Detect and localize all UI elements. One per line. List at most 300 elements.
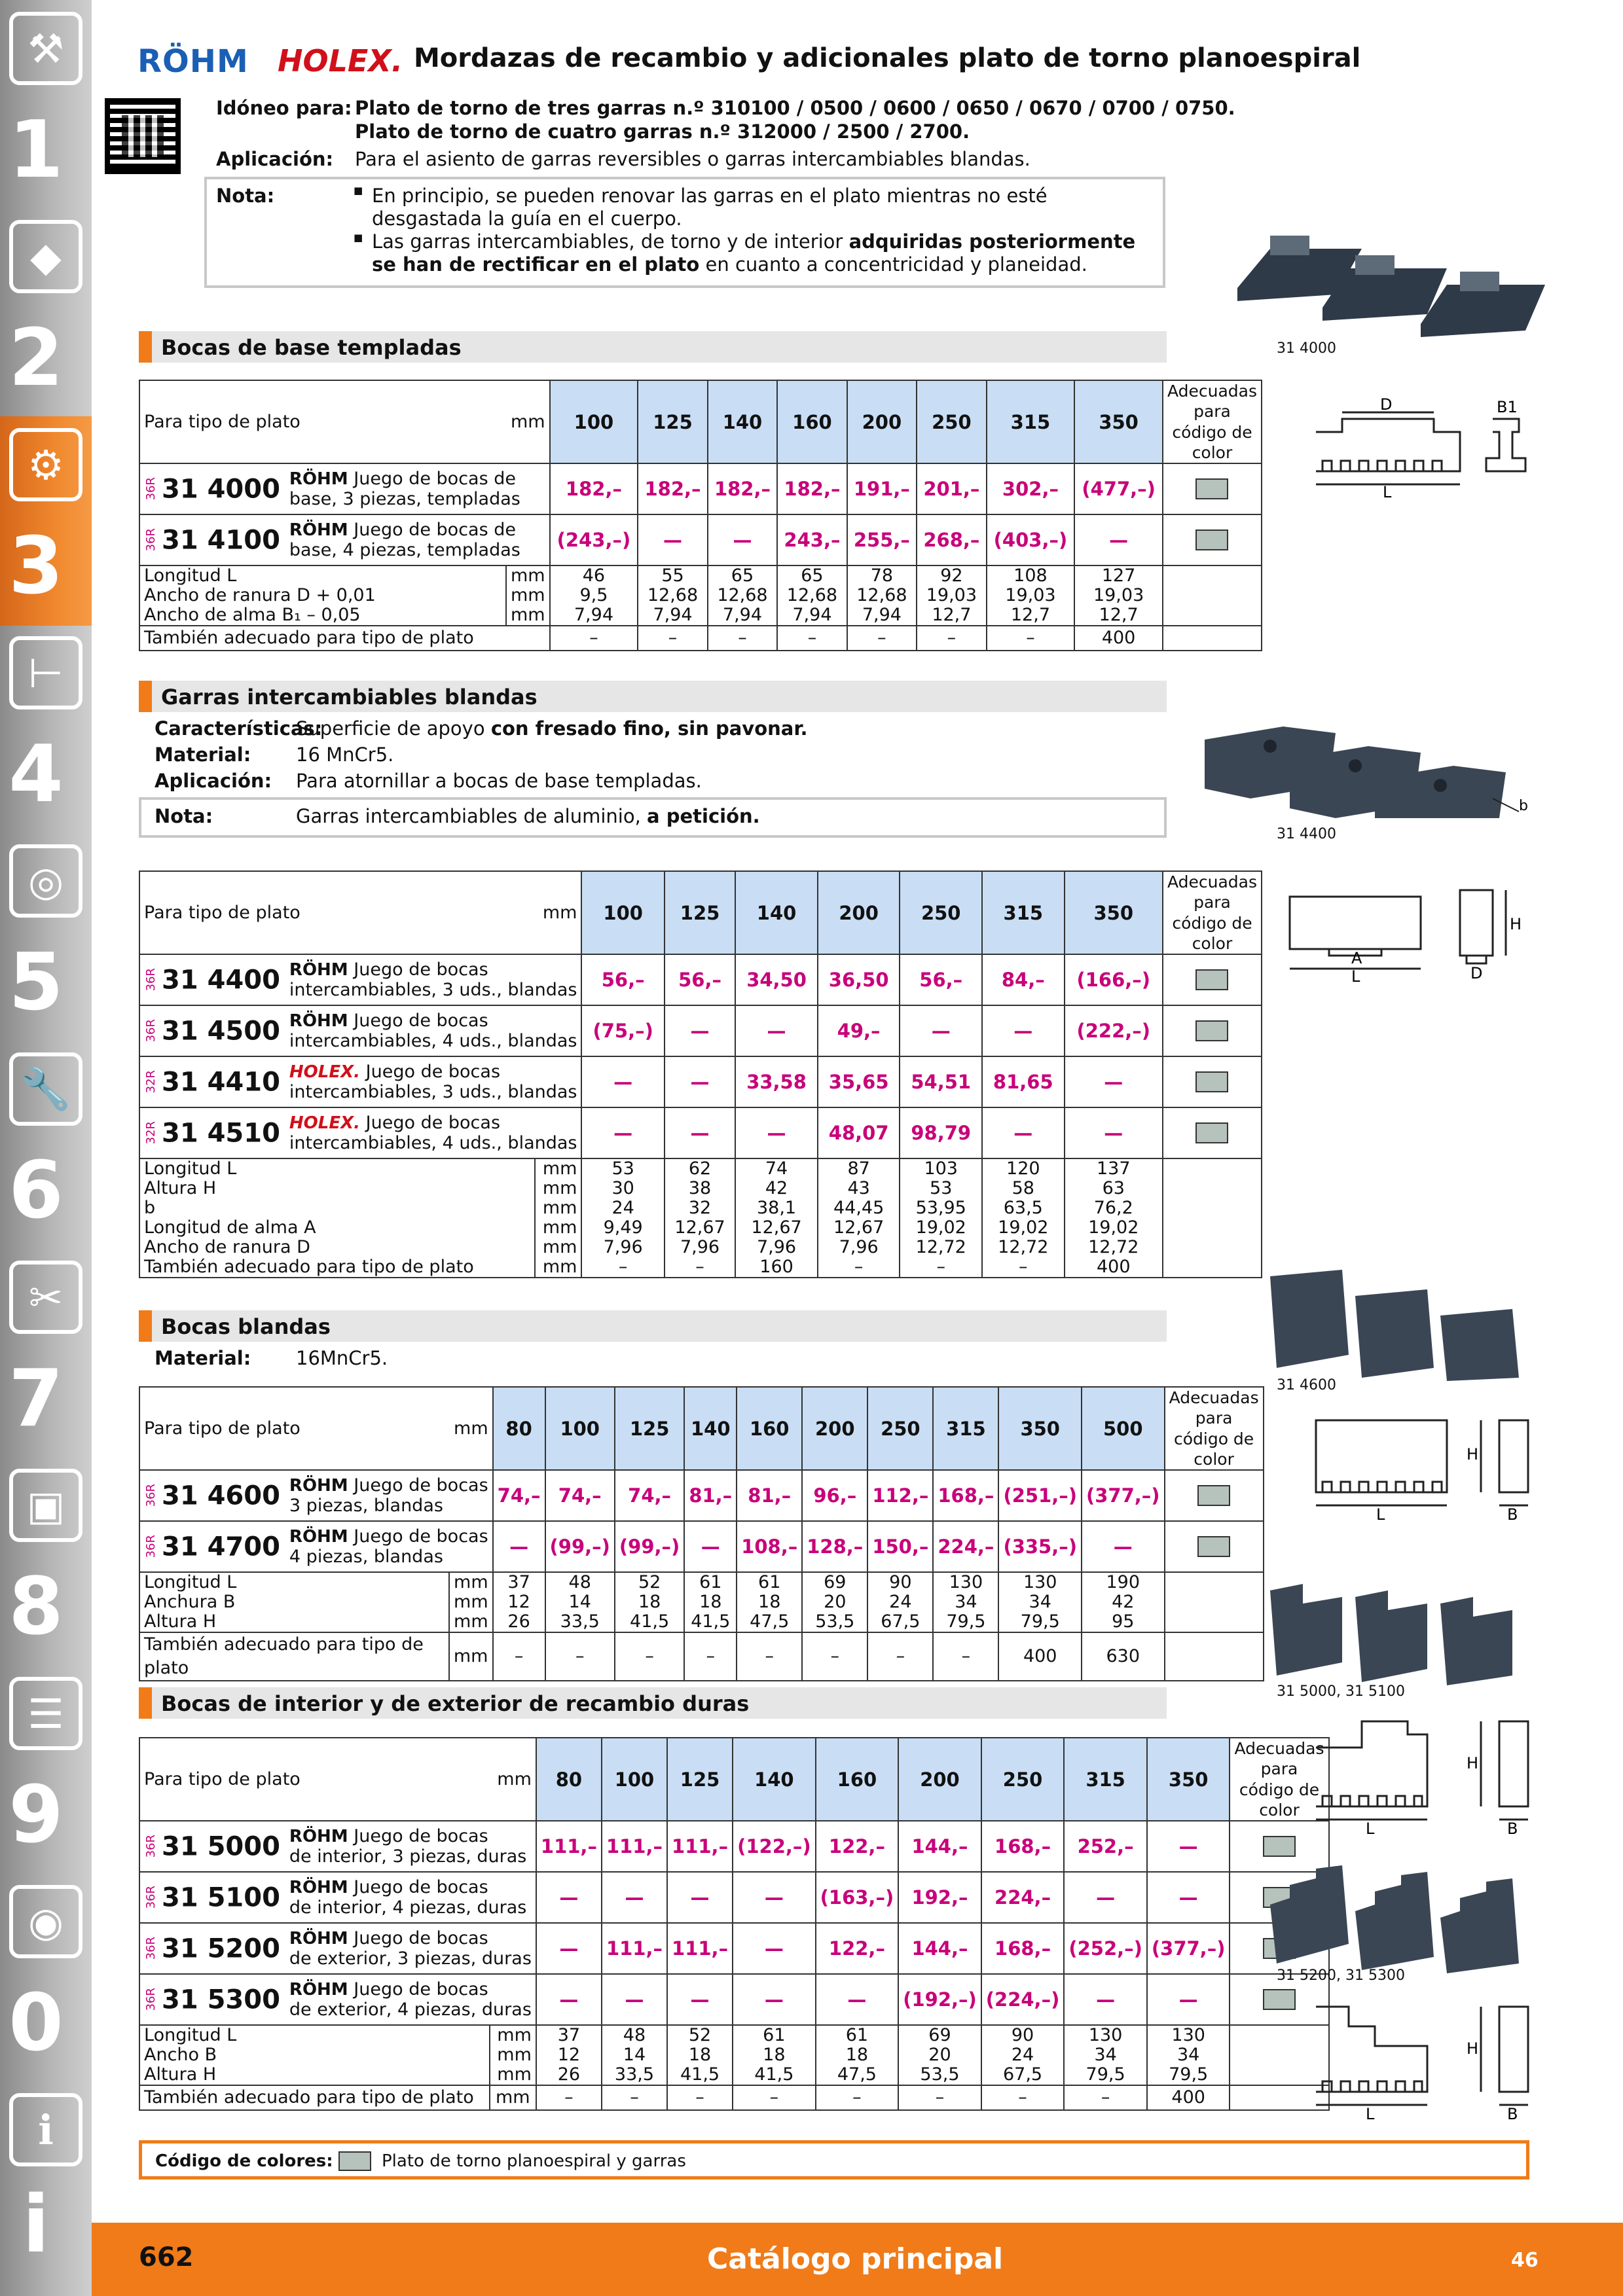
spec-row: Altura H mm 26 33,5 41,5 41,5 47,5 53,5 67,5 79,5 79,5 bbox=[139, 2065, 1329, 2085]
size-header: 100 bbox=[602, 1738, 667, 1821]
price-cell[interactable]: — bbox=[1082, 1521, 1165, 1572]
size-header: 315 bbox=[987, 380, 1075, 463]
price-cell[interactable]: 84,– bbox=[982, 954, 1065, 1005]
price-cell[interactable]: — bbox=[735, 1107, 818, 1158]
dimension-label: H bbox=[1467, 1445, 1479, 1463]
sidebar-section-number: 3 bbox=[9, 521, 64, 612]
sidebar-section-4[interactable] bbox=[0, 624, 92, 834]
price-cell[interactable]: — bbox=[1147, 1974, 1230, 2025]
soft-jaw-drawing bbox=[1283, 884, 1545, 982]
application-text: Para el asiento de garras reversibles o garras intercambiables blandas. bbox=[355, 148, 1030, 170]
price-cell[interactable]: 252,– bbox=[1064, 1821, 1147, 1872]
col-header-mm: mm bbox=[490, 1738, 536, 1821]
size-header: 140 bbox=[735, 871, 818, 954]
dimension-label: L bbox=[1376, 1505, 1385, 1524]
also-suitable-row: También adecuado para tipo de plato mm – – – – – – – – 400 630 bbox=[139, 1632, 1264, 1681]
price-cell[interactable]: 74,– bbox=[615, 1470, 684, 1521]
price-cell[interactable]: 191,– bbox=[847, 463, 917, 514]
price-cell[interactable]: (224,–) bbox=[981, 1974, 1065, 2025]
footer-bar bbox=[92, 2223, 1623, 2296]
color-swatch bbox=[1163, 954, 1262, 1005]
dimension-label: B1 bbox=[1497, 398, 1518, 416]
color-code-header: Adecuadas para código de color bbox=[1163, 871, 1262, 954]
price-cell[interactable]: 108,– bbox=[737, 1521, 802, 1572]
price-cell[interactable]: — bbox=[733, 1974, 816, 2025]
price-cell[interactable]: 182,– bbox=[777, 463, 847, 514]
article-cell: 36R 31 4100 RÖHM Juego de bocas de base, 4 piezas, templadas bbox=[139, 514, 550, 565]
size-header: 200 bbox=[818, 871, 900, 954]
sidebar-section-number: 8 bbox=[9, 1562, 64, 1653]
note-label: Nota: bbox=[155, 805, 213, 827]
color-code-header: Adecuadas para código de color bbox=[1163, 380, 1262, 463]
cutting-disc-icon[interactable]: ◎ bbox=[9, 844, 82, 918]
application-label: Aplicación: bbox=[155, 770, 272, 792]
spec-row: Ancho de alma B₁ – 0,05 mm 7,94 7,94 7,94 7,94 7,94 12,7 12,7 12,7 bbox=[139, 605, 1262, 626]
wrench-icon[interactable]: 🔧 bbox=[9, 1052, 82, 1126]
color-swatch bbox=[1163, 463, 1262, 514]
legend-text: Plato de torno planoespiral y garras bbox=[382, 2151, 686, 2171]
price-cell[interactable]: — bbox=[602, 1872, 667, 1923]
price-cell[interactable]: — bbox=[667, 1974, 733, 2025]
cabinet-icon[interactable]: ☰ bbox=[9, 1677, 82, 1750]
article-number: 31 5300 bbox=[162, 1984, 280, 2015]
article-cell: 32R 31 4410 HOLEX. Juego de bocas intercambiables, 3 uds., blandas bbox=[139, 1056, 581, 1107]
price-cell[interactable]: — bbox=[1147, 1872, 1230, 1923]
size-header: 350 bbox=[1147, 1738, 1230, 1821]
qr-code-icon[interactable] bbox=[105, 98, 181, 174]
inner-jaw-drawing bbox=[1303, 1708, 1565, 1839]
sidebar-section-i[interactable] bbox=[0, 2081, 92, 2291]
article-number: 31 5000 bbox=[162, 1831, 280, 1861]
price-cell[interactable]: 243,– bbox=[777, 514, 847, 565]
price-cell[interactable]: 268,– bbox=[917, 514, 986, 565]
color-swatch bbox=[1163, 1107, 1262, 1158]
color-code-legend bbox=[139, 2140, 1529, 2179]
price-cell[interactable]: — bbox=[733, 1923, 816, 1974]
price-cell[interactable]: — bbox=[1074, 514, 1163, 565]
price-cell[interactable]: 74,– bbox=[493, 1470, 545, 1521]
spec-row: Ancho de ranura D mm 7,96 7,96 7,96 7,96 12,72 12,72 12,72 bbox=[139, 1238, 1262, 1257]
size-header: 315 bbox=[933, 1387, 998, 1470]
sidebar-section-6[interactable] bbox=[0, 1041, 92, 1250]
price-cell[interactable]: 122,– bbox=[816, 1821, 899, 1872]
outer-jaws-photo bbox=[1264, 1865, 1552, 1977]
table-row[interactable] bbox=[139, 1821, 1329, 1872]
section-header-soft-jaws: Garras intercambiables blandas bbox=[139, 681, 1167, 712]
price-cell[interactable]: (163,–) bbox=[816, 1872, 899, 1923]
table-row[interactable] bbox=[139, 463, 1262, 514]
table-row[interactable] bbox=[139, 1470, 1264, 1521]
size-header: 250 bbox=[867, 1387, 933, 1470]
price-cell[interactable]: (477,–) bbox=[1074, 463, 1163, 514]
color-code-header: Adecuadas para código de color bbox=[1165, 1387, 1264, 1470]
price-cell[interactable]: — bbox=[665, 1005, 735, 1056]
price-cell[interactable]: 255,– bbox=[847, 514, 917, 565]
article-number: 31 4600 bbox=[162, 1480, 280, 1511]
note-text: Garras intercambiables de aluminio, a petición. bbox=[296, 805, 760, 827]
color-code-header: Adecuadas para código de color bbox=[1230, 1738, 1328, 1821]
color-swatch bbox=[1163, 1056, 1262, 1107]
size-header: 350 bbox=[1065, 871, 1163, 954]
pliers-icon[interactable]: ✂ bbox=[9, 1261, 82, 1334]
size-header: 80 bbox=[493, 1387, 545, 1470]
price-cell[interactable]: — bbox=[602, 1974, 667, 2025]
note-label: Nota: bbox=[216, 185, 275, 207]
color-swatch bbox=[1163, 1005, 1262, 1056]
inner-jaws-photo bbox=[1264, 1577, 1552, 1689]
dimension-label: D bbox=[1380, 395, 1393, 414]
price-cell[interactable]: (335,–) bbox=[998, 1521, 1082, 1572]
price-cell[interactable]: (377,–) bbox=[1082, 1470, 1165, 1521]
price-cell[interactable]: 182,– bbox=[638, 463, 707, 514]
price-cell[interactable]: — bbox=[735, 1005, 818, 1056]
spec-row: Altura H mm 30 38 42 43 53 58 63 bbox=[139, 1179, 1262, 1198]
application-label: Aplicación: bbox=[216, 148, 334, 170]
size-header: 125 bbox=[667, 1738, 733, 1821]
article-number: 31 4410 bbox=[162, 1067, 280, 1097]
dimension-label: D bbox=[1470, 964, 1483, 982]
price-cell[interactable]: 111,– bbox=[602, 1821, 667, 1872]
also-suitable-row: También adecuado para tipo de plato – – – – – – – 400 bbox=[139, 626, 1262, 651]
article-cell: 36R 31 5200 RÖHM Juego de bocas de exterior, 3 piezas, duras bbox=[139, 1923, 536, 1974]
article-cell: 36R 31 4400 RÖHM Juego de bocas intercambiables, 3 uds., blandas bbox=[139, 954, 581, 1005]
note-item-1: En principio, se pueden renovar las garras en el plato mientras no esté desgastada la guía en el cuerpo. bbox=[372, 185, 1048, 230]
dimension-label: L bbox=[1383, 483, 1392, 501]
col-header-mm: mm bbox=[449, 1387, 493, 1470]
col-header-plate-type: Para tipo de plato bbox=[139, 871, 535, 954]
col-header-plate-type: Para tipo de plato bbox=[139, 1387, 449, 1470]
size-header: 500 bbox=[1082, 1387, 1165, 1470]
price-cell[interactable]: 111,– bbox=[667, 1821, 733, 1872]
col-header-plate-type: Para tipo de plato bbox=[139, 380, 506, 463]
article-number: 31 4100 bbox=[162, 525, 280, 555]
photo-caption-314600: 31 4600 bbox=[1277, 1377, 1336, 1393]
price-cell[interactable]: — bbox=[1064, 1974, 1147, 2025]
size-header: 140 bbox=[708, 380, 777, 463]
also-suitable-row: También adecuado para tipo de plato mm – – – – – – – – 400 bbox=[139, 2085, 1329, 2110]
price-cell[interactable]: — bbox=[982, 1107, 1065, 1158]
chuck-icon[interactable]: ⚙ bbox=[9, 428, 82, 501]
price-cell[interactable]: 112,– bbox=[867, 1470, 933, 1521]
page-title: Mordazas de recambio y adicionales plato de torno planoespiral bbox=[414, 43, 1361, 73]
sidebar-section-number: 5 bbox=[9, 937, 64, 1028]
price-cell[interactable]: — bbox=[982, 1005, 1065, 1056]
price-cell[interactable]: 34,50 bbox=[735, 954, 818, 1005]
price-cell[interactable]: — bbox=[1147, 1821, 1230, 1872]
price-cell[interactable]: 74,– bbox=[545, 1470, 615, 1521]
legend-swatch bbox=[338, 2151, 371, 2171]
price-cell[interactable]: 81,65 bbox=[982, 1056, 1065, 1107]
table-row[interactable] bbox=[139, 1974, 1329, 2025]
price-cell[interactable]: — bbox=[1064, 1872, 1147, 1923]
price-cell[interactable]: 56,– bbox=[900, 954, 982, 1005]
table-row[interactable] bbox=[139, 1107, 1262, 1158]
dimension-label: B bbox=[1507, 1505, 1518, 1524]
spec-row: Longitud L mm 46 55 65 65 78 92 108 127 bbox=[139, 565, 1262, 586]
price-cell[interactable]: 81,– bbox=[684, 1470, 737, 1521]
characteristics-label: Características: bbox=[155, 717, 323, 740]
price-cell[interactable]: — bbox=[665, 1107, 735, 1158]
note-item-2: Las garras intercambiables, de torno y de interior adquiridas posteriormente se han de rectificar en el plato en cuanto a concentricidad y planeidad. bbox=[372, 230, 1136, 276]
spec-row: También adecuado para tipo de plato mm – – 160 – – – 400 bbox=[139, 1257, 1262, 1278]
table-row[interactable] bbox=[139, 1056, 1262, 1107]
spec-row: Longitud L mm 37 48 52 61 61 69 90 130 130 bbox=[139, 2025, 1329, 2045]
price-cell[interactable]: (166,–) bbox=[1065, 954, 1163, 1005]
price-cell[interactable]: 150,– bbox=[867, 1521, 933, 1572]
price-cell[interactable]: 168,– bbox=[933, 1470, 998, 1521]
table-row[interactable] bbox=[139, 1521, 1264, 1572]
price-cell[interactable]: 144,– bbox=[898, 1923, 981, 1974]
price-cell[interactable]: — bbox=[581, 1107, 664, 1158]
price-cell[interactable]: 81,– bbox=[737, 1470, 802, 1521]
price-cell[interactable]: (122,–) bbox=[733, 1821, 816, 1872]
price-cell[interactable]: 144,– bbox=[898, 1821, 981, 1872]
price-cell[interactable]: 201,– bbox=[917, 463, 986, 514]
price-cell[interactable]: — bbox=[665, 1056, 735, 1107]
spec-row: b mm 24 32 38,1 44,45 53,95 63,5 76,2 bbox=[139, 1198, 1262, 1218]
price-cell[interactable]: 36,50 bbox=[818, 954, 900, 1005]
price-cell[interactable]: 111,– bbox=[602, 1923, 667, 1974]
sidebar-section-9[interactable] bbox=[0, 1665, 92, 1874]
insert-icon[interactable]: ◆ bbox=[9, 220, 82, 293]
color-swatch bbox=[1165, 1470, 1264, 1521]
size-header: 100 bbox=[550, 380, 638, 463]
size-header: 200 bbox=[898, 1738, 981, 1821]
table-base-jaws bbox=[139, 380, 1262, 651]
sidebar-section-1[interactable] bbox=[0, 0, 92, 209]
dimension-label: B bbox=[1507, 1820, 1518, 1838]
caliper-icon[interactable]: ⊢ bbox=[9, 636, 82, 709]
color-swatch bbox=[1163, 514, 1262, 565]
soft-jaws-photo bbox=[1205, 713, 1532, 818]
size-header: 250 bbox=[981, 1738, 1065, 1821]
price-cell[interactable]: — bbox=[536, 1974, 602, 2025]
price-cell[interactable]: (403,–) bbox=[987, 514, 1075, 565]
price-cell[interactable]: 302,– bbox=[987, 463, 1075, 514]
price-cell[interactable]: (377,–) bbox=[1147, 1923, 1230, 1974]
article-cell: 36R 31 5300 RÖHM Juego de bocas de exterior, 4 piezas, duras bbox=[139, 1974, 536, 2025]
sidebar-section-number: 4 bbox=[9, 729, 64, 820]
spec-row: Ancho B mm 12 14 18 18 18 20 24 34 34 bbox=[139, 2045, 1329, 2065]
size-header: 80 bbox=[536, 1738, 602, 1821]
article-cell: 36R 31 4600 RÖHM Juego de bocas 3 piezas, blandas bbox=[139, 1470, 493, 1521]
size-header: 100 bbox=[545, 1387, 615, 1470]
price-cell[interactable]: 54,51 bbox=[900, 1056, 982, 1107]
sidebar-section-2[interactable] bbox=[0, 208, 92, 418]
article-number: 31 5200 bbox=[162, 1933, 280, 1964]
holex-logo: HOLEX. bbox=[278, 43, 403, 79]
article-cell: 36R 31 4000 RÖHM Juego de bocas de base, 3 piezas, templadas bbox=[139, 463, 550, 514]
size-header: 350 bbox=[1074, 380, 1163, 463]
base-jaws-photo bbox=[1231, 209, 1571, 340]
safety-glasses-icon[interactable]: ◉ bbox=[9, 1885, 82, 1958]
article-cell: 36R 31 5100 RÖHM Juego de bocas de interior, 4 piezas, duras bbox=[139, 1872, 536, 1923]
dimension-label: A bbox=[1351, 949, 1362, 967]
price-cell[interactable]: 182,– bbox=[550, 463, 638, 514]
price-cell[interactable]: 96,– bbox=[802, 1470, 867, 1521]
photo-caption-314000: 31 4000 bbox=[1277, 340, 1336, 357]
sidebar-section-8[interactable] bbox=[0, 1457, 92, 1666]
size-header: 125 bbox=[638, 380, 707, 463]
table-soft-top-jaws bbox=[139, 1386, 1264, 1681]
sidebar-section-number: 9 bbox=[9, 1770, 64, 1861]
soft-top-jaws-photo bbox=[1264, 1270, 1552, 1381]
section-header-base-jaws: Bocas de base templadas bbox=[139, 331, 1167, 363]
photo-caption-314400: 31 4400 bbox=[1277, 826, 1336, 842]
table-row[interactable] bbox=[139, 1005, 1262, 1056]
material-text: 16 MnCr5. bbox=[296, 744, 394, 766]
price-cell[interactable]: — bbox=[536, 1923, 602, 1974]
legend-label: Código de colores: bbox=[155, 2151, 333, 2171]
price-cell[interactable]: (192,–) bbox=[898, 1974, 981, 2025]
sidebar bbox=[0, 0, 92, 2296]
price-cell[interactable]: 48,07 bbox=[818, 1107, 900, 1158]
dimension-label: H bbox=[1467, 2039, 1479, 2058]
toolbox-icon[interactable]: ▣ bbox=[9, 1469, 82, 1542]
article-cell: 36R 31 5000 RÖHM Juego de bocas de interior, 3 piezas, duras bbox=[139, 1821, 536, 1872]
size-header: 315 bbox=[982, 871, 1065, 954]
size-header: 160 bbox=[737, 1387, 802, 1470]
spec-row: Longitud L mm 53 62 74 87 103 120 137 bbox=[139, 1158, 1262, 1179]
col-header-mm: mm bbox=[506, 380, 550, 463]
price-cell[interactable]: 224,– bbox=[933, 1521, 998, 1572]
table-row[interactable] bbox=[139, 954, 1262, 1005]
price-cell[interactable]: 33,58 bbox=[735, 1056, 818, 1107]
size-header: 250 bbox=[900, 871, 982, 954]
soft-top-jaw-drawing bbox=[1303, 1407, 1565, 1525]
dimension-label: L bbox=[1351, 967, 1360, 982]
price-cell[interactable]: 224,– bbox=[981, 1872, 1065, 1923]
price-cell[interactable]: — bbox=[1065, 1107, 1163, 1158]
spec-row: Longitud L mm 37 48 52 61 61 69 90 130 130 190 bbox=[139, 1572, 1264, 1592]
dimension-label: L bbox=[1366, 1820, 1375, 1838]
price-cell[interactable]: — bbox=[667, 1872, 733, 1923]
size-header: 315 bbox=[1064, 1738, 1147, 1821]
sub-page-number: 46 bbox=[1511, 2249, 1539, 2272]
price-cell[interactable]: (99,–) bbox=[615, 1521, 684, 1572]
drill-icon[interactable]: ⚒ bbox=[9, 12, 82, 85]
info-icon[interactable]: ℹ bbox=[9, 2093, 82, 2166]
price-cell[interactable]: 182,– bbox=[708, 463, 777, 514]
article-number: 31 4000 bbox=[162, 474, 280, 504]
article-cell: 36R 31 4500 RÖHM Juego de bocas intercambiables, 4 uds., blandas bbox=[139, 1005, 581, 1056]
price-cell[interactable]: 111,– bbox=[667, 1923, 733, 1974]
price-cell[interactable]: — bbox=[900, 1005, 982, 1056]
photo-caption-315000: 31 5000, 31 5100 bbox=[1277, 1683, 1405, 1700]
table-row[interactable] bbox=[139, 1872, 1329, 1923]
article-number: 31 4500 bbox=[162, 1016, 280, 1046]
article-number: 31 4700 bbox=[162, 1532, 280, 1562]
price-cell[interactable]: — bbox=[1065, 1056, 1163, 1107]
article-cell: 32R 31 4510 HOLEX. Juego de bocas intercambiables, 4 uds., blandas bbox=[139, 1107, 581, 1158]
characteristics-text: Superficie de apoyo con fresado fino, sin pavonar. bbox=[296, 717, 808, 740]
article-cell: 36R 31 4700 RÖHM Juego de bocas 4 piezas, blandas bbox=[139, 1521, 493, 1572]
material-text: 16MnCr5. bbox=[296, 1347, 388, 1369]
sidebar-section-0[interactable] bbox=[0, 1873, 92, 2083]
catalog-title: Catálogo principal bbox=[707, 2242, 1004, 2276]
price-cell[interactable]: 49,– bbox=[818, 1005, 900, 1056]
price-cell[interactable]: — bbox=[638, 514, 707, 565]
table-soft-jaws bbox=[139, 870, 1262, 1278]
col-header-plate-type: Para tipo de plato bbox=[139, 1738, 490, 1821]
suitable-text-1: Plato de torno de tres garras n.º 310100 / 0500 / 0600 / 0650 / 0670 / 0700 / 0750. bbox=[355, 97, 1235, 119]
outer-jaw-drawing bbox=[1303, 1994, 1565, 2125]
size-header: 100 bbox=[581, 871, 664, 954]
size-header: 200 bbox=[847, 380, 917, 463]
dimension-label: L bbox=[1366, 2105, 1375, 2123]
spec-row: Altura H mm 26 33,5 41,5 41,5 47,5 53,5 67,5 79,5 79,5 95 bbox=[139, 1612, 1264, 1632]
price-cell[interactable]: — bbox=[536, 1872, 602, 1923]
price-cell[interactable]: 128,– bbox=[802, 1521, 867, 1572]
sidebar-section-7[interactable] bbox=[0, 1249, 92, 1458]
size-header: 350 bbox=[998, 1387, 1082, 1470]
base-jaw-drawing bbox=[1303, 393, 1578, 504]
col-header-mm: mm bbox=[535, 871, 582, 954]
sidebar-section-number: 7 bbox=[9, 1354, 64, 1444]
table-hard-jaws bbox=[139, 1737, 1330, 2111]
size-header: 125 bbox=[665, 871, 735, 954]
application-text: Para atornillar a bocas de base templadas. bbox=[296, 770, 702, 792]
price-cell[interactable]: 192,– bbox=[898, 1872, 981, 1923]
price-cell[interactable]: (75,–) bbox=[581, 1005, 664, 1056]
price-cell[interactable]: 35,65 bbox=[818, 1056, 900, 1107]
sidebar-section-number: 2 bbox=[9, 313, 64, 404]
price-cell[interactable]: 168,– bbox=[981, 1923, 1065, 1974]
sidebar-section-3[interactable] bbox=[0, 416, 92, 626]
dimension-label: H bbox=[1510, 915, 1522, 933]
sidebar-section-number: 0 bbox=[9, 1978, 64, 2069]
price-cell[interactable]: — bbox=[708, 514, 777, 565]
size-header: 250 bbox=[917, 380, 986, 463]
dimension-label: b bbox=[1519, 798, 1528, 814]
price-cell[interactable]: 98,79 bbox=[900, 1107, 982, 1158]
size-header: 200 bbox=[802, 1387, 867, 1470]
price-cell[interactable]: (222,–) bbox=[1065, 1005, 1163, 1056]
material-label: Material: bbox=[155, 1347, 251, 1369]
article-number: 31 4510 bbox=[162, 1118, 280, 1148]
size-header: 140 bbox=[733, 1738, 816, 1821]
sidebar-section-5[interactable] bbox=[0, 833, 92, 1042]
table-row[interactable] bbox=[139, 514, 1262, 565]
price-cell[interactable]: (251,–) bbox=[998, 1470, 1082, 1521]
price-cell[interactable]: — bbox=[493, 1521, 545, 1572]
price-cell[interactable]: 56,– bbox=[581, 954, 664, 1005]
price-cell[interactable]: (99,–) bbox=[545, 1521, 615, 1572]
price-cell[interactable]: 56,– bbox=[665, 954, 735, 1005]
spec-row: Longitud de alma A mm 9,49 12,67 12,67 12,67 19,02 19,02 19,02 bbox=[139, 1218, 1262, 1238]
price-cell[interactable]: — bbox=[733, 1872, 816, 1923]
dimension-label: B bbox=[1507, 2105, 1518, 2123]
material-label: Material: bbox=[155, 744, 251, 766]
photo-caption-315200: 31 5200, 31 5300 bbox=[1277, 1967, 1405, 1984]
dimension-label: H bbox=[1467, 1754, 1479, 1772]
size-header: 125 bbox=[615, 1387, 684, 1470]
rohm-logo: RÖHM bbox=[137, 43, 249, 80]
price-cell[interactable]: (243,–) bbox=[550, 514, 638, 565]
price-cell[interactable]: (252,–) bbox=[1064, 1923, 1147, 1974]
size-header: 160 bbox=[816, 1738, 899, 1821]
price-cell[interactable]: 122,– bbox=[816, 1923, 899, 1974]
suitable-text-2: Plato de torno de cuatro garras n.º 312000 / 2500 / 2700. bbox=[355, 120, 970, 143]
sidebar-section-number: i bbox=[22, 2179, 50, 2270]
price-cell[interactable]: 168,– bbox=[981, 1821, 1065, 1872]
table-row[interactable] bbox=[139, 1923, 1329, 1974]
article-number: 31 5100 bbox=[162, 1882, 280, 1912]
price-cell[interactable]: — bbox=[816, 1974, 899, 2025]
price-cell[interactable]: 111,– bbox=[536, 1821, 602, 1872]
price-cell[interactable]: — bbox=[581, 1056, 664, 1107]
price-cell[interactable]: — bbox=[684, 1521, 737, 1572]
